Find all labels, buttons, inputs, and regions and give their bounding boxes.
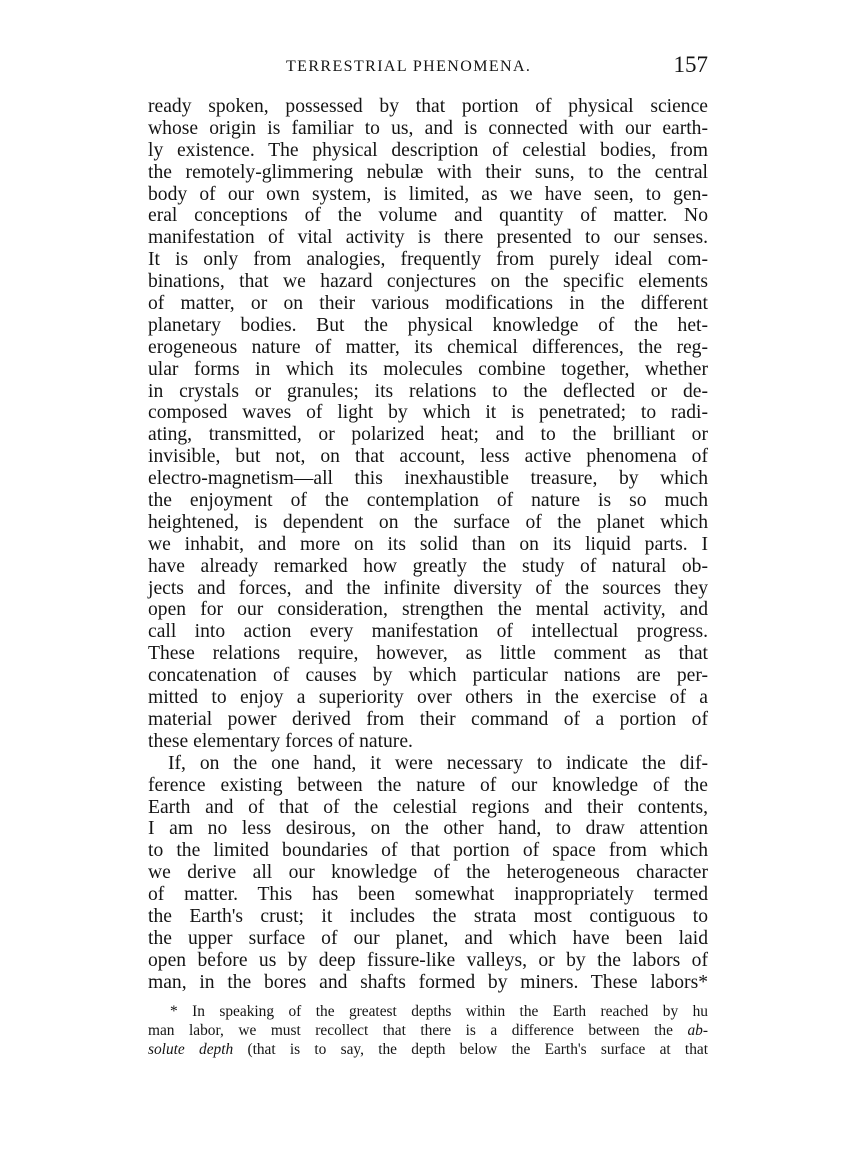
text-line: heightened, is dependent on the surface of the planet which [148, 511, 708, 533]
book-page [148, 52, 708, 1059]
page-number: 157 [673, 52, 708, 77]
text-line: the enjoyment of the contemplation of nature is so much [148, 490, 708, 512]
body-text [148, 96, 708, 994]
running-title: TERRESTRIAL PHENOMENA. [286, 58, 532, 75]
text-line: call into action every manifestation of intellectual progress. [148, 621, 708, 643]
text-line: the upper surface of our planet, and which have been laid [148, 927, 708, 949]
text-line: ating, transmitted, or polarized heat; and to the brilliant or [148, 424, 708, 446]
text-line: These relations require, however, as little comment as that [148, 643, 708, 665]
text-line: the remotely-glimmering nebulæ with their suns, to the central [148, 161, 708, 183]
text-line: to the limited boundaries of that portion of space from which [148, 840, 708, 862]
text-line: of matter. This has been somewhat inappropriately termed [148, 884, 708, 906]
text-line: have already remarked how greatly the study of natural ob- [148, 555, 708, 577]
text-line: ly existence. The physical description of celestial bodies, from [148, 139, 708, 161]
text-line: the Earth's crust; it includes the strata most contiguous to [148, 905, 708, 927]
footnote-text: (that is to say, the depth below the Earth's surface at that [247, 1040, 708, 1058]
text-line: ular forms in which its molecules combine together, whether [148, 358, 708, 380]
text-line: erogeneous nature of matter, its chemical differences, the reg- [148, 336, 708, 358]
footnote-line [148, 1040, 708, 1059]
text-line: we inhabit, and more on its solid than on its liquid parts. I [148, 533, 708, 555]
text-line: ference existing between the nature of our knowledge of the [148, 774, 708, 796]
text-line: we derive all our knowledge of the heterogeneous character [148, 862, 708, 884]
text-line: binations, that we hazard conjectures on the specific elements [148, 271, 708, 293]
text-line: body of our own system, is limited, as we have seen, to gen- [148, 183, 708, 205]
text-line: jects and forces, and the infinite diversity of the sources they [148, 577, 708, 599]
footnote-line [148, 1021, 708, 1040]
text-line: of matter, or on their various modifications in the different [148, 293, 708, 315]
text-line: open before us by deep fissure-like valleys, or by the labors of [148, 949, 708, 971]
text-line: It is only from analogies, frequently from purely ideal com- [148, 249, 708, 271]
text-line: manifestation of vital activity is there presented to our senses. [148, 227, 708, 249]
text-line: whose origin is familiar to us, and is connected with our earth- [148, 117, 708, 139]
footnote-italic-text: solute depth [148, 1040, 234, 1058]
text-line: invisible, but not, on that account, less active phenomena of [148, 446, 708, 468]
text-line: concatenation of causes by which particular nations are per- [148, 665, 708, 687]
text-line: ready spoken, possessed by that portion of physical science [148, 96, 708, 117]
text-line: man, in the bores and shafts formed by miners. These labors* [148, 971, 708, 993]
text-line: composed waves of light by which it is penetrated; to radi- [148, 402, 708, 424]
text-line: material power derived from their command of a portion of [148, 708, 708, 730]
running-head [148, 52, 708, 86]
paragraph-start-line: If, on the one hand, it were necessary to indicate the dif- [168, 752, 708, 774]
text-line: electro-magnetism—all this inexhaustible treasure, by which [148, 468, 708, 490]
text-line: mitted to enjoy a superiority over others in the exercise of a [148, 687, 708, 709]
text-line: in crystals or granules; its relations to the deflected or de- [148, 380, 708, 402]
text-line: eral conceptions of the volume and quantity of matter. No [148, 205, 708, 227]
footnote-line: * In speaking of the greatest depths within the Earth reached by hu [170, 1002, 708, 1020]
footnote-text: man labor, we must recollect that there is a difference between the [148, 1021, 673, 1039]
text-line: open for our consideration, strengthen the mental activity, and [148, 599, 708, 621]
paragraph-end-line: these elementary forces of nature. [148, 730, 413, 752]
text-line: Earth and of that of the celestial regions and their contents, [148, 796, 708, 818]
text-line: I am no less desirous, on the other hand, to draw attention [148, 818, 708, 840]
text-line: planetary bodies. But the physical knowledge of the het- [148, 314, 708, 336]
footnote-italic-text: ab- [687, 1021, 708, 1039]
footnote [148, 1002, 708, 1059]
